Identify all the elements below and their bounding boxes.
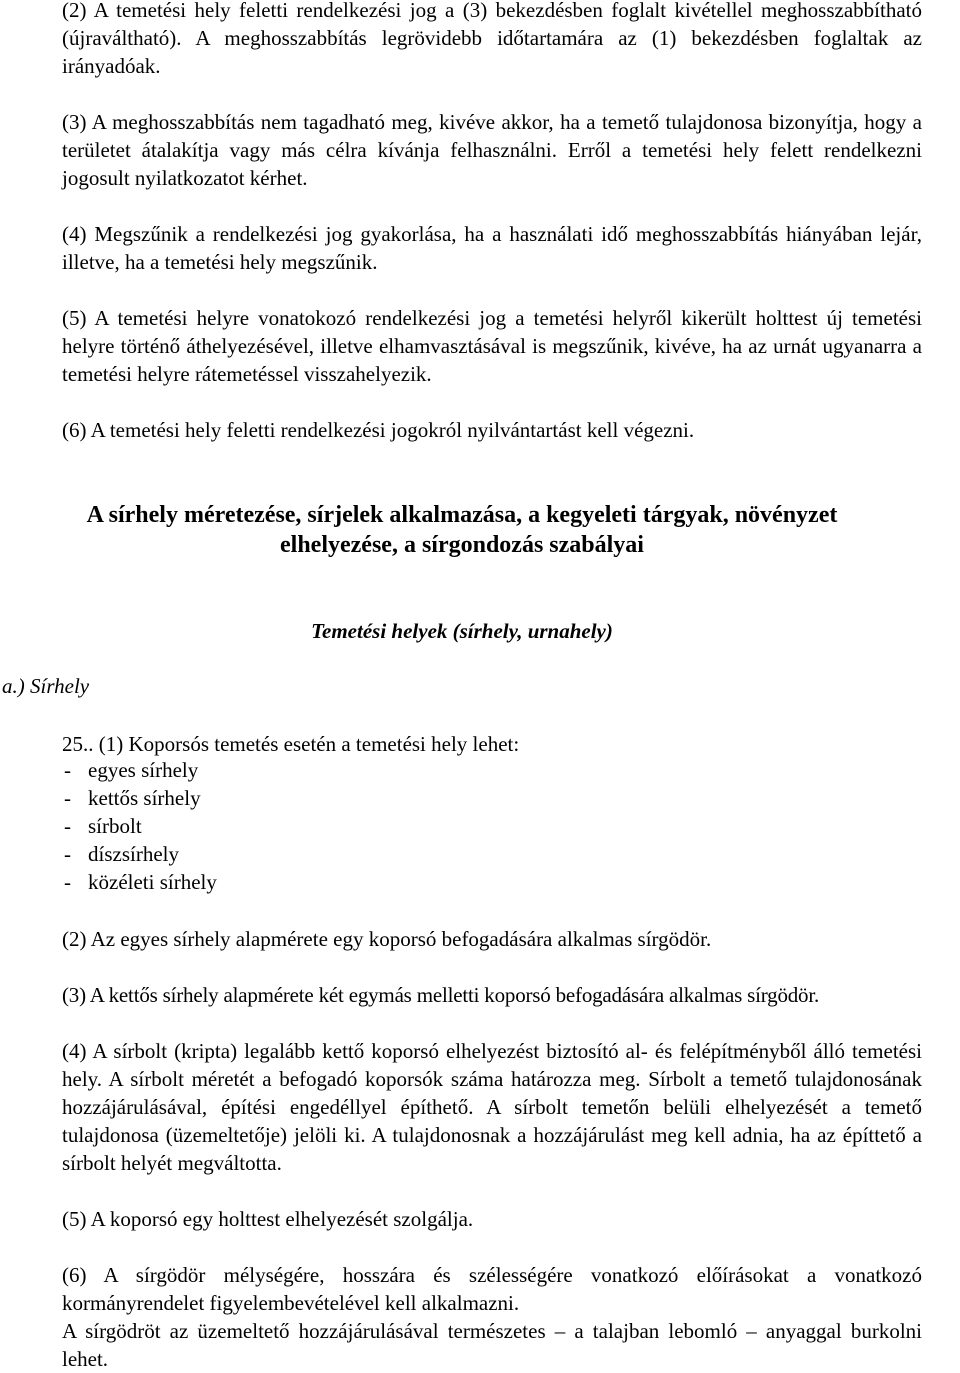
section-title <box>62 500 862 560</box>
article-25-intro: 25.. (1) Koporsós temetés esetén a temetési hely lehet: <box>62 732 520 756</box>
paragraph-3: (3) A meghosszabbítás nem tagadható meg, kivéve akkor, ha a temető tulajdonosa bizonyítja, hogy a területet átalakítja vagy más célra kívánja felhasználni. Erről a temetési hely felett rendelkezni jogosult nyilatkozatot kérhet. <box>62 110 922 190</box>
list-item: - közéleti sírhely <box>64 870 217 894</box>
section-title-line-1: A sírhely méretezése, sírjelek alkalmazása, a kegyeleti tárgyak, növényzet <box>86 502 838 528</box>
paragraph-5: (5) A temetési helyre vonatokozó rendelkezési jog a temetési helyről kikerült holttest új temetési helyre történő áthelyezésével, illetve elhamvasztásával is megszűnik, kivéve, ha az urnát ugyanarra a temetési helyre rátemetéssel visszahelyezik. <box>62 306 922 386</box>
list-item: - sírbolt <box>64 814 142 838</box>
article-25-paragraph-6-continued: A sírgödröt az üzemeltető hozzájárulásával természetes – a talajban lebomló – anyaggal burkolni lehet. <box>62 1319 922 1371</box>
article-25-paragraph-5: (5) A koporsó egy holttest elhelyezését szolgálja. <box>62 1207 474 1231</box>
burial-place-type-list <box>62 756 217 896</box>
article-25-paragraph-3: (3) A kettős sírhely alapmérete két egymás melletti koporsó befogadására alkalmas sírgödör. <box>62 983 820 1007</box>
subsection-a-heading: a.) Sírhely <box>2 674 90 698</box>
list-item: - díszsírhely <box>64 842 179 866</box>
paragraph-2: (2) A temetési hely feletti rendelkezési jog a (3) bekezdésben foglalt kivétellel meghosszabbítható (újraváltható). A meghosszabbítás legrövidebb időtartamára az (1) bekezdésben foglaltak az irányadóak. <box>62 0 922 78</box>
article-25-paragraph-4: (4) A sírbolt (kripta) legalább kettő koporsó elhelyezést biztosító al- és felépítményből álló temetési hely. A sírbolt méretét a befogadó koporsók száma határozza meg. Sírbolt a temető tulajdonosának hozzájárulásával, építési engedéllyel építhető. A sírbolt temetőn belüli elhelyezését a temető tulajdonosa (üzemeltetője) jelöli ki. A tulajdonosnak a hozzájárulást meg kell adnia, ha az építtető a sírbolt helyét megváltotta. <box>62 1039 922 1175</box>
article-25-paragraph-2: (2) Az egyes sírhely alapmérete egy koporsó befogadására alkalmas sírgödör. <box>62 927 712 951</box>
list-item: - kettős sírhely <box>64 786 201 810</box>
list-item: - egyes sírhely <box>64 758 199 782</box>
paragraph-4: (4) Megszűnik a rendelkezési jog gyakorlása, ha a használati idő meghosszabbítás hiányában lejár, illetve, ha a temetési hely megszűnik. <box>62 222 922 274</box>
article-25-paragraph-6: (6) A sírgödör mélységére, hosszára és szélességére vonatkozó előírásokat a vonatkozó kormányrendelet figyelembevételével kell alkalmazni. <box>62 1263 922 1315</box>
paragraph-6: (6) A temetési hely feletti rendelkezési jogokról nyilvántartást kell végezni. <box>62 418 695 442</box>
section-subtitle: Temetési helyek (sírhely, urnahely) <box>311 619 613 643</box>
section-title-line-2: elhelyezése, a sírgondozás szabályai <box>280 532 644 558</box>
